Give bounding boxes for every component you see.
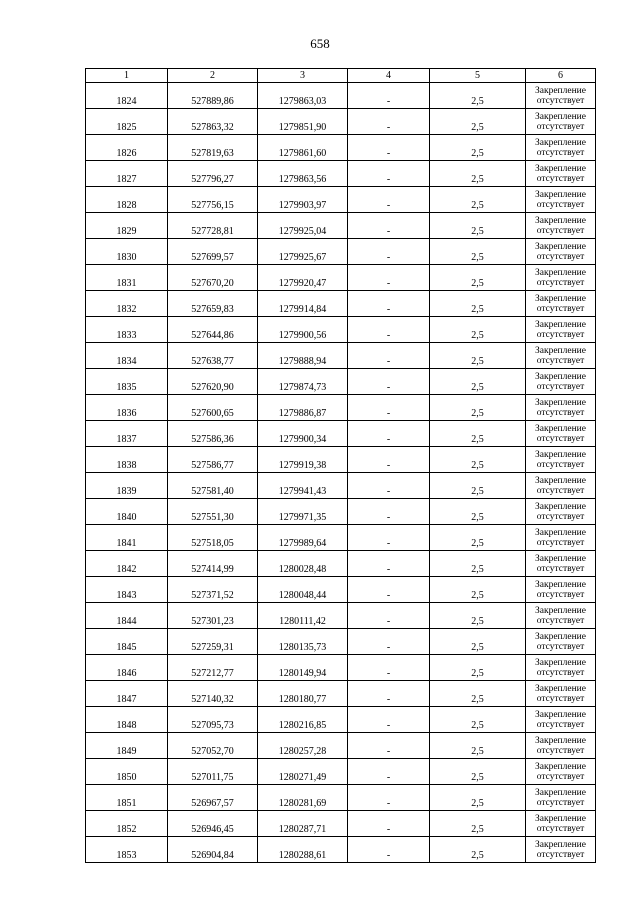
point-number-cell: 1828	[86, 187, 168, 213]
column-5-value-cell: 2,5	[430, 525, 526, 551]
table-row	[86, 499, 596, 525]
x-coordinate-cell: 527581,40	[168, 473, 258, 499]
fixation-status-cell: Закрепление отсутствует	[526, 239, 596, 265]
column-5-value-cell: 2,5	[430, 291, 526, 317]
y-coordinate-cell: 1279888,94	[258, 343, 348, 369]
table-row	[86, 83, 596, 109]
column-5-value-cell: 2,5	[430, 837, 526, 863]
y-coordinate-cell: 1280281,69	[258, 785, 348, 811]
y-coordinate-cell: 1280180,77	[258, 681, 348, 707]
x-coordinate-cell: 527889,86	[168, 83, 258, 109]
fixation-status-cell: Закрепление отсутствует	[526, 499, 596, 525]
table-row	[86, 291, 596, 317]
y-coordinate-cell: 1279925,04	[258, 213, 348, 239]
x-coordinate-cell: 527011,75	[168, 759, 258, 785]
fixation-status-cell: Закрепление отсутствует	[526, 681, 596, 707]
column-4-value-cell: -	[348, 213, 430, 239]
fixation-status-cell: Закрепление отсутствует	[526, 109, 596, 135]
x-coordinate-cell: 527638,77	[168, 343, 258, 369]
table-row	[86, 811, 596, 837]
column-4-value-cell: -	[348, 161, 430, 187]
x-coordinate-cell: 527659,83	[168, 291, 258, 317]
point-number-cell: 1846	[86, 655, 168, 681]
point-number-cell: 1852	[86, 811, 168, 837]
column-5-value-cell: 2,5	[430, 265, 526, 291]
point-number-cell: 1845	[86, 629, 168, 655]
column-4-value-cell: -	[348, 603, 430, 629]
y-coordinate-cell: 1279851,90	[258, 109, 348, 135]
fixation-status-cell: Закрепление отсутствует	[526, 759, 596, 785]
column-4-value-cell: -	[348, 577, 430, 603]
column-4-value-cell: -	[348, 551, 430, 577]
table-row	[86, 759, 596, 785]
fixation-status-cell: Закрепление отсутствует	[526, 629, 596, 655]
y-coordinate-cell: 1280111,42	[258, 603, 348, 629]
column-4-value-cell: -	[348, 109, 430, 135]
fixation-status-cell: Закрепление отсутствует	[526, 811, 596, 837]
column-4-value-cell: -	[348, 499, 430, 525]
table-row	[86, 629, 596, 655]
column-5-value-cell: 2,5	[430, 551, 526, 577]
column-4-value-cell: -	[348, 629, 430, 655]
y-coordinate-cell: 1280271,49	[258, 759, 348, 785]
point-number-cell: 1843	[86, 577, 168, 603]
column-4-value-cell: -	[348, 785, 430, 811]
table-row	[86, 447, 596, 473]
column-5-value-cell: 2,5	[430, 759, 526, 785]
fixation-status-cell: Закрепление отсутствует	[526, 837, 596, 863]
fixation-status-cell: Закрепление отсутствует	[526, 577, 596, 603]
table-row	[86, 733, 596, 759]
x-coordinate-cell: 527819,63	[168, 135, 258, 161]
point-number-cell: 1835	[86, 369, 168, 395]
x-coordinate-cell: 526946,45	[168, 811, 258, 837]
point-number-cell: 1826	[86, 135, 168, 161]
column-4-value-cell: -	[348, 239, 430, 265]
column-5-value-cell: 2,5	[430, 239, 526, 265]
table-row	[86, 707, 596, 733]
point-number-cell: 1824	[86, 83, 168, 109]
table-row	[86, 577, 596, 603]
point-number-cell: 1836	[86, 395, 168, 421]
column-5-value-cell: 2,5	[430, 421, 526, 447]
table-row	[86, 239, 596, 265]
table-row	[86, 161, 596, 187]
column-4-value-cell: -	[348, 421, 430, 447]
x-coordinate-cell: 527644,86	[168, 317, 258, 343]
column-4-value-cell: -	[348, 473, 430, 499]
x-coordinate-cell: 526904,84	[168, 837, 258, 863]
fixation-status-cell: Закрепление отсутствует	[526, 447, 596, 473]
table-header	[86, 69, 596, 83]
column-4-value-cell: -	[348, 759, 430, 785]
table-row	[86, 603, 596, 629]
table-row	[86, 135, 596, 161]
column-header-3: 3	[258, 69, 348, 83]
point-number-cell: 1844	[86, 603, 168, 629]
table-row	[86, 369, 596, 395]
fixation-status-cell: Закрепление отсутствует	[526, 733, 596, 759]
point-number-cell: 1834	[86, 343, 168, 369]
x-coordinate-cell: 527140,32	[168, 681, 258, 707]
point-number-cell: 1837	[86, 421, 168, 447]
point-number-cell: 1841	[86, 525, 168, 551]
y-coordinate-cell: 1279874,73	[258, 369, 348, 395]
point-number-cell: 1838	[86, 447, 168, 473]
fixation-status-cell: Закрепление отсутствует	[526, 83, 596, 109]
table-row	[86, 551, 596, 577]
column-header-4: 4	[348, 69, 430, 83]
y-coordinate-cell: 1279863,03	[258, 83, 348, 109]
y-coordinate-cell: 1280149,94	[258, 655, 348, 681]
x-coordinate-cell: 527052,70	[168, 733, 258, 759]
y-coordinate-cell: 1280216,85	[258, 707, 348, 733]
x-coordinate-cell: 527586,36	[168, 421, 258, 447]
y-coordinate-cell: 1279861,60	[258, 135, 348, 161]
fixation-status-cell: Закрепление отсутствует	[526, 135, 596, 161]
fixation-status-cell: Закрепление отсутствует	[526, 525, 596, 551]
table-body	[86, 83, 596, 863]
column-4-value-cell: -	[348, 707, 430, 733]
column-4-value-cell: -	[348, 655, 430, 681]
x-coordinate-cell: 527301,23	[168, 603, 258, 629]
y-coordinate-cell: 1279900,34	[258, 421, 348, 447]
point-number-cell: 1832	[86, 291, 168, 317]
x-coordinate-cell: 527551,30	[168, 499, 258, 525]
fixation-status-cell: Закрепление отсутствует	[526, 785, 596, 811]
x-coordinate-cell: 527670,20	[168, 265, 258, 291]
y-coordinate-cell: 1279989,64	[258, 525, 348, 551]
column-5-value-cell: 2,5	[430, 499, 526, 525]
x-coordinate-cell: 527414,99	[168, 551, 258, 577]
column-4-value-cell: -	[348, 369, 430, 395]
fixation-status-cell: Закрепление отсутствует	[526, 603, 596, 629]
fixation-status-cell: Закрепление отсутствует	[526, 265, 596, 291]
point-number-cell: 1842	[86, 551, 168, 577]
x-coordinate-cell: 527699,57	[168, 239, 258, 265]
fixation-status-cell: Закрепление отсутствует	[526, 161, 596, 187]
x-coordinate-cell: 526967,57	[168, 785, 258, 811]
column-header-5: 5	[430, 69, 526, 83]
fixation-status-cell: Закрепление отсутствует	[526, 213, 596, 239]
x-coordinate-cell: 527863,32	[168, 109, 258, 135]
column-5-value-cell: 2,5	[430, 811, 526, 837]
column-4-value-cell: -	[348, 525, 430, 551]
column-4-value-cell: -	[348, 343, 430, 369]
column-4-value-cell: -	[348, 265, 430, 291]
fixation-status-cell: Закрепление отсутствует	[526, 369, 596, 395]
table-row	[86, 343, 596, 369]
fixation-status-cell: Закрепление отсутствует	[526, 395, 596, 421]
column-4-value-cell: -	[348, 291, 430, 317]
y-coordinate-cell: 1279941,43	[258, 473, 348, 499]
point-number-cell: 1847	[86, 681, 168, 707]
column-5-value-cell: 2,5	[430, 109, 526, 135]
x-coordinate-cell: 527095,73	[168, 707, 258, 733]
point-number-cell: 1831	[86, 265, 168, 291]
column-5-value-cell: 2,5	[430, 135, 526, 161]
column-5-value-cell: 2,5	[430, 161, 526, 187]
column-5-value-cell: 2,5	[430, 395, 526, 421]
x-coordinate-cell: 527259,31	[168, 629, 258, 655]
point-number-cell: 1833	[86, 317, 168, 343]
point-number-cell: 1829	[86, 213, 168, 239]
column-5-value-cell: 2,5	[430, 187, 526, 213]
column-5-value-cell: 2,5	[430, 629, 526, 655]
column-5-value-cell: 2,5	[430, 369, 526, 395]
column-4-value-cell: -	[348, 83, 430, 109]
table-row	[86, 785, 596, 811]
table-row	[86, 187, 596, 213]
point-number-cell: 1839	[86, 473, 168, 499]
column-4-value-cell: -	[348, 447, 430, 473]
point-number-cell: 1827	[86, 161, 168, 187]
y-coordinate-cell: 1279900,56	[258, 317, 348, 343]
point-number-cell: 1840	[86, 499, 168, 525]
y-coordinate-cell: 1279920,47	[258, 265, 348, 291]
column-header-6: 6	[526, 69, 596, 83]
x-coordinate-cell: 527518,05	[168, 525, 258, 551]
fixation-status-cell: Закрепление отсутствует	[526, 187, 596, 213]
point-number-cell: 1848	[86, 707, 168, 733]
column-4-value-cell: -	[348, 811, 430, 837]
table-row	[86, 109, 596, 135]
column-5-value-cell: 2,5	[430, 785, 526, 811]
column-5-value-cell: 2,5	[430, 343, 526, 369]
x-coordinate-cell: 527212,77	[168, 655, 258, 681]
x-coordinate-cell: 527586,77	[168, 447, 258, 473]
page-number: 658	[310, 36, 330, 51]
y-coordinate-cell: 1280287,71	[258, 811, 348, 837]
table-row	[86, 525, 596, 551]
column-header-1: 1	[86, 69, 168, 83]
column-5-value-cell: 2,5	[430, 213, 526, 239]
column-5-value-cell: 2,5	[430, 577, 526, 603]
y-coordinate-cell: 1280048,44	[258, 577, 348, 603]
table-row	[86, 213, 596, 239]
y-coordinate-cell: 1279886,87	[258, 395, 348, 421]
point-number-cell: 1850	[86, 759, 168, 785]
point-number-cell: 1853	[86, 837, 168, 863]
x-coordinate-cell: 527600,65	[168, 395, 258, 421]
table-row	[86, 317, 596, 343]
fixation-status-cell: Закрепление отсутствует	[526, 291, 596, 317]
y-coordinate-cell: 1279903,97	[258, 187, 348, 213]
column-5-value-cell: 2,5	[430, 603, 526, 629]
column-header-2: 2	[168, 69, 258, 83]
point-number-cell: 1849	[86, 733, 168, 759]
fixation-status-cell: Закрепление отсутствует	[526, 317, 596, 343]
y-coordinate-cell: 1279919,38	[258, 447, 348, 473]
table-row	[86, 473, 596, 499]
column-5-value-cell: 2,5	[430, 317, 526, 343]
point-number-cell: 1825	[86, 109, 168, 135]
y-coordinate-cell: 1280288,61	[258, 837, 348, 863]
y-coordinate-cell: 1279914,84	[258, 291, 348, 317]
x-coordinate-cell: 527728,81	[168, 213, 258, 239]
column-5-value-cell: 2,5	[430, 733, 526, 759]
x-coordinate-cell: 527620,90	[168, 369, 258, 395]
point-number-cell: 1851	[86, 785, 168, 811]
y-coordinate-cell: 1279863,56	[258, 161, 348, 187]
column-4-value-cell: -	[348, 837, 430, 863]
table-row	[86, 395, 596, 421]
table-row	[86, 265, 596, 291]
column-4-value-cell: -	[348, 395, 430, 421]
x-coordinate-cell: 527371,52	[168, 577, 258, 603]
column-4-value-cell: -	[348, 317, 430, 343]
fixation-status-cell: Закрепление отсутствует	[526, 343, 596, 369]
y-coordinate-cell: 1280028,48	[258, 551, 348, 577]
x-coordinate-cell: 527756,15	[168, 187, 258, 213]
fixation-status-cell: Закрепление отсутствует	[526, 473, 596, 499]
column-4-value-cell: -	[348, 733, 430, 759]
coordinates-table	[85, 68, 596, 863]
table-row	[86, 655, 596, 681]
y-coordinate-cell: 1280135,73	[258, 629, 348, 655]
y-coordinate-cell: 1280257,28	[258, 733, 348, 759]
header-row	[86, 69, 596, 83]
table-row	[86, 421, 596, 447]
column-5-value-cell: 2,5	[430, 473, 526, 499]
column-5-value-cell: 2,5	[430, 681, 526, 707]
fixation-status-cell: Закрепление отсутствует	[526, 707, 596, 733]
table-row	[86, 681, 596, 707]
column-5-value-cell: 2,5	[430, 655, 526, 681]
column-5-value-cell: 2,5	[430, 707, 526, 733]
fixation-status-cell: Закрепление отсутствует	[526, 551, 596, 577]
column-5-value-cell: 2,5	[430, 83, 526, 109]
column-4-value-cell: -	[348, 681, 430, 707]
fixation-status-cell: Закрепление отсутствует	[526, 421, 596, 447]
table-row	[86, 837, 596, 863]
point-number-cell: 1830	[86, 239, 168, 265]
y-coordinate-cell: 1279971,35	[258, 499, 348, 525]
column-4-value-cell: -	[348, 187, 430, 213]
y-coordinate-cell: 1279925,67	[258, 239, 348, 265]
fixation-status-cell: Закрепление отсутствует	[526, 655, 596, 681]
column-4-value-cell: -	[348, 135, 430, 161]
x-coordinate-cell: 527796,27	[168, 161, 258, 187]
column-5-value-cell: 2,5	[430, 447, 526, 473]
